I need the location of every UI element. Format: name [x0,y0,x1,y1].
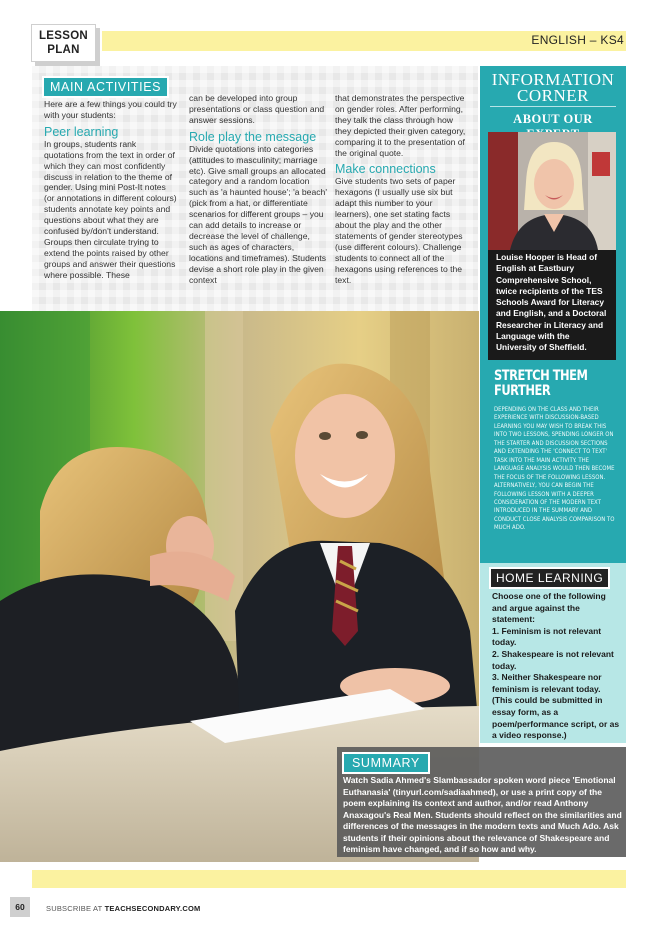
peer-learning-continued: can be developed into group presentations or class question and answer sessions. [189,93,325,125]
subscribe-prefix: SUBSCRIBE AT [46,904,105,913]
home-learning-intro: Choose one of the following and argue against the statement: [492,591,606,625]
summary-title: SUMMARY [342,752,430,774]
information-corner-title-line1: INFORMATION [491,70,615,89]
make-connections-heading: Make connections [335,162,436,177]
stretch-them-further-body: DEPENDING ON THE CLASS AND THEIR EXPERIENCE WITH DISCUSSION-BASED LEARNING YOU MAY WISH TO BREAK THIS INTO TWO LESSONS, SPENDING LONGER ON THE STARTER AND DISCUSSION SECTIONS AND EXTENDING THE 'CONNECT TO TEXT' TASK INTO THE MAIN ACTIVITY. THE LANGUAGE ANALYSIS WOULD THEN BECOME THE FOCUS OF THE FOLLOWING LESSON. ALTERNATIVELY, YOU CAN BEGIN THE FOLLOWING LESSON WITH A DEEPER CONSIDERATION OF THE MODERN TEXT INTRODUCED IN THE SUMMARY AND CONDUCT CLOSE ANALYSIS COMPARISON TO MUCH ADO. [494,405,615,532]
lesson-plan-tag [31,24,96,62]
home-learning-body [492,591,620,742]
make-connections-body: Give students two sets of paper hexagons (I usually use six but adapt this number to your learners), one set stating facts about the play and the other statements of gender stereotypes (use different colours). Challenge students to connect all of the hexagons using references to the text. [335,176,463,285]
home-learning-item: 1. Feminism is not relevant today. [492,625,602,648]
expert-bio: Louise Hooper is Head of English at Eastbury Comprehensive School, twice recipients of the TES Schools Award for Literacy and English, and a Doctoral Researcher in Literacy and Language with the University of Sheffield. [496,252,607,353]
expert-photo [488,132,616,250]
page-number: 60 [10,897,30,917]
lesson-plan-line2: PLAN [47,44,80,56]
subject-label: ENGLISH – KS4 [531,33,624,47]
stretch-them-further-title: STRETCH THEM FURTHER [494,368,588,399]
lesson-plan-line1: LESSON [38,30,89,42]
role-play-continued: that demonstrates the perspective on gender roles. After performing, they talk the class through how they depicted their given category, comparing it to the presentation of the original quote. [335,93,466,158]
subscribe-line [46,904,200,913]
peer-learning-heading: Peer learning [44,124,119,139]
main-activities-column-3 [335,93,471,286]
main-activities-intro: Here are a few things you could try with your students: [44,99,177,120]
home-learning-title: HOME LEARNING [489,567,610,589]
divider [490,106,616,107]
main-activities-title: MAIN ACTIVITIES [42,76,169,98]
main-activities-column-1 [44,99,178,281]
information-corner-title-line2: CORNER [517,86,589,105]
subscribe-link[interactable]: TEACHSECONDARY.COM [104,904,201,913]
information-corner-title [486,72,620,104]
role-play-heading: Role play the message [189,129,317,144]
summary-body: Watch Sadia Ahmed's Slambassador spoken word piece 'Emotional Euthanasia' (tinyurl.com/sadiaahmed), or use a print copy of the poem explaining its context and author, and/or read Anthony Anaxagou's Real Men. Students should reflect on the similarities and differences of the messages in the modern texts and Much Ado. Ask students if their opinions about the relevance of Shakespeare and feminism have changed, and if so how and why. [343,775,622,854]
peer-learning-body: In groups, students rank quotations from the text in order of which they can most confidently discuss in relation to the theme of gender. Using mini Post-It notes (or annotations in different colours) students annotate key points and questions about what they are confused by/don't understand. Groups then circulate trying to extend the points raised by other groups and answer their questions where possible. These [44,138,177,280]
footer-bar [32,870,626,888]
about-our-expert-title: ABOUT OUR [513,112,593,126]
home-learning-item: 3. Neither Shakespeare nor feminism is relevant today. (This could be submitted in essay form, as a poem/performance script, or as a video response.) [492,672,620,741]
main-activities-column-2 [189,93,327,286]
home-learning-item: 2. Shakespeare is not relevant today. [492,648,614,671]
role-play-body: Divide quotations into categories (attitudes to masculinity; marriage etc). Give small groups an allocated category and a random location such as 'a haunted house'; 'a beach' (pick from a hat, or differentiate scenarios for different groups – you can add details to increase or decrease the level of challenge, such as ages of characters, locations and timeframes). Students devise a short role play in the given context [189,143,327,285]
